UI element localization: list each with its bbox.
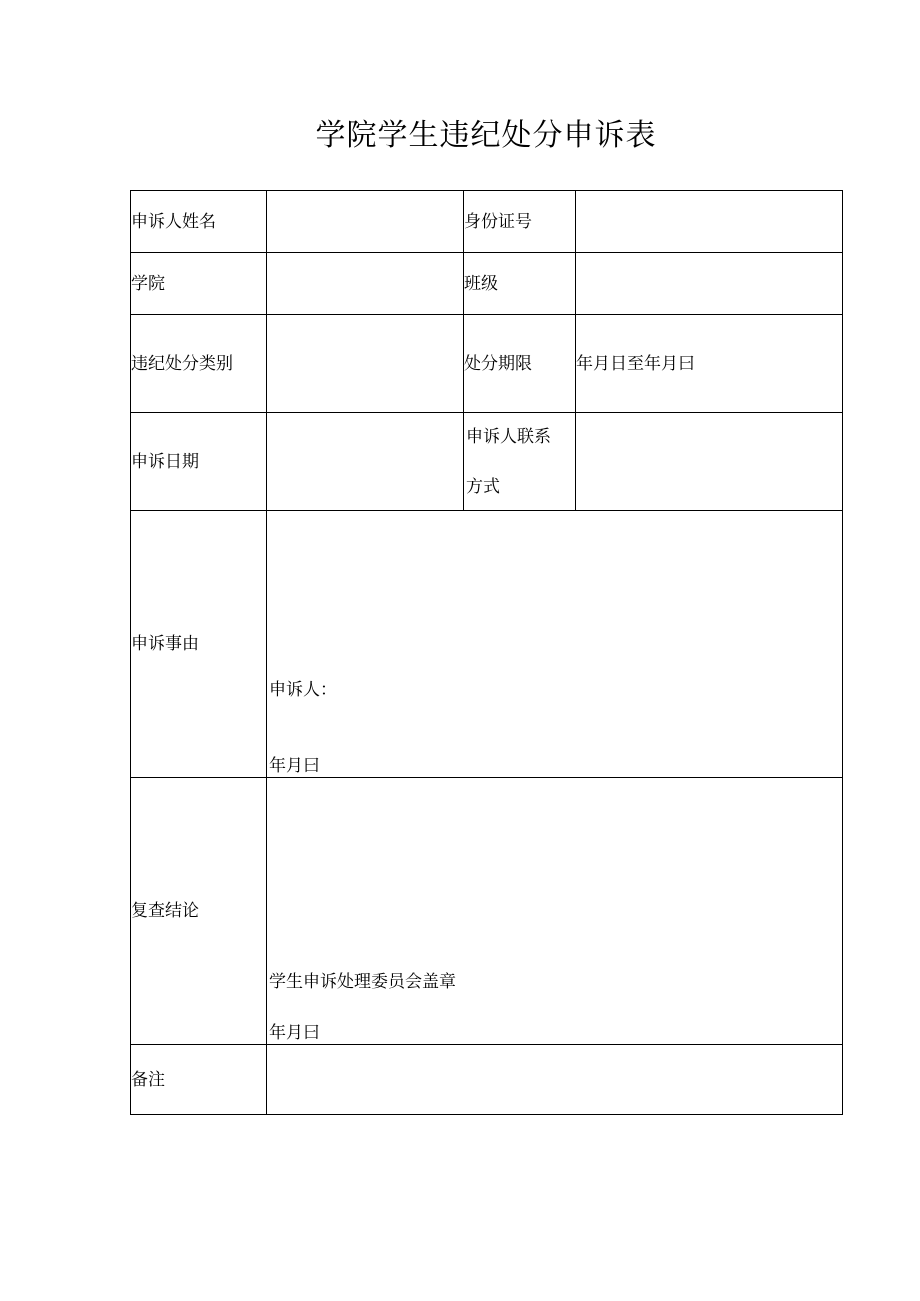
contact-field[interactable] bbox=[576, 413, 843, 511]
remarks-field[interactable] bbox=[267, 1045, 843, 1115]
contact-label-line1: 申诉人联系 bbox=[466, 426, 551, 447]
college-field[interactable] bbox=[267, 253, 464, 315]
reason-label: 申诉事由 bbox=[131, 511, 267, 778]
row-remarks bbox=[131, 1045, 843, 1115]
category-label: 违纪处分类别 bbox=[131, 315, 267, 413]
name-label: 申诉人姓名 bbox=[131, 191, 267, 253]
appeal-form-table bbox=[130, 190, 843, 1115]
row-date-contact bbox=[131, 413, 843, 511]
row-review bbox=[131, 778, 843, 1045]
reason-signer: 申诉人： bbox=[269, 680, 337, 700]
name-field[interactable] bbox=[267, 191, 464, 253]
review-field[interactable] bbox=[267, 778, 843, 1045]
row-category-period bbox=[131, 315, 843, 413]
reason-date: 年月曰 bbox=[269, 756, 320, 776]
review-label: 复查结论 bbox=[131, 778, 267, 1045]
review-signer: 学生申诉处理委员会盖章 bbox=[269, 972, 456, 992]
row-name-id bbox=[131, 191, 843, 253]
row-college-class bbox=[131, 253, 843, 315]
id-number-label: 身份证号 bbox=[464, 191, 576, 253]
remarks-label: 备注 bbox=[131, 1045, 267, 1115]
class-field[interactable] bbox=[576, 253, 843, 315]
class-label: 班级 bbox=[464, 253, 576, 315]
period-field[interactable]: 年月日至年月曰 bbox=[576, 315, 843, 413]
period-label: 处分期限 bbox=[464, 315, 576, 413]
contact-label bbox=[464, 413, 576, 511]
date-label: 申诉日期 bbox=[131, 413, 267, 511]
contact-label-line2: 方式 bbox=[466, 476, 500, 497]
date-field[interactable] bbox=[267, 413, 464, 511]
row-reason bbox=[131, 511, 843, 778]
page-title: 学院学生违纪处分申诉表 bbox=[315, 118, 657, 153]
category-field[interactable] bbox=[267, 315, 464, 413]
id-number-field[interactable] bbox=[576, 191, 843, 253]
reason-field[interactable] bbox=[267, 511, 843, 778]
review-date: 年月曰 bbox=[269, 1023, 320, 1043]
college-label: 学院 bbox=[131, 253, 267, 315]
